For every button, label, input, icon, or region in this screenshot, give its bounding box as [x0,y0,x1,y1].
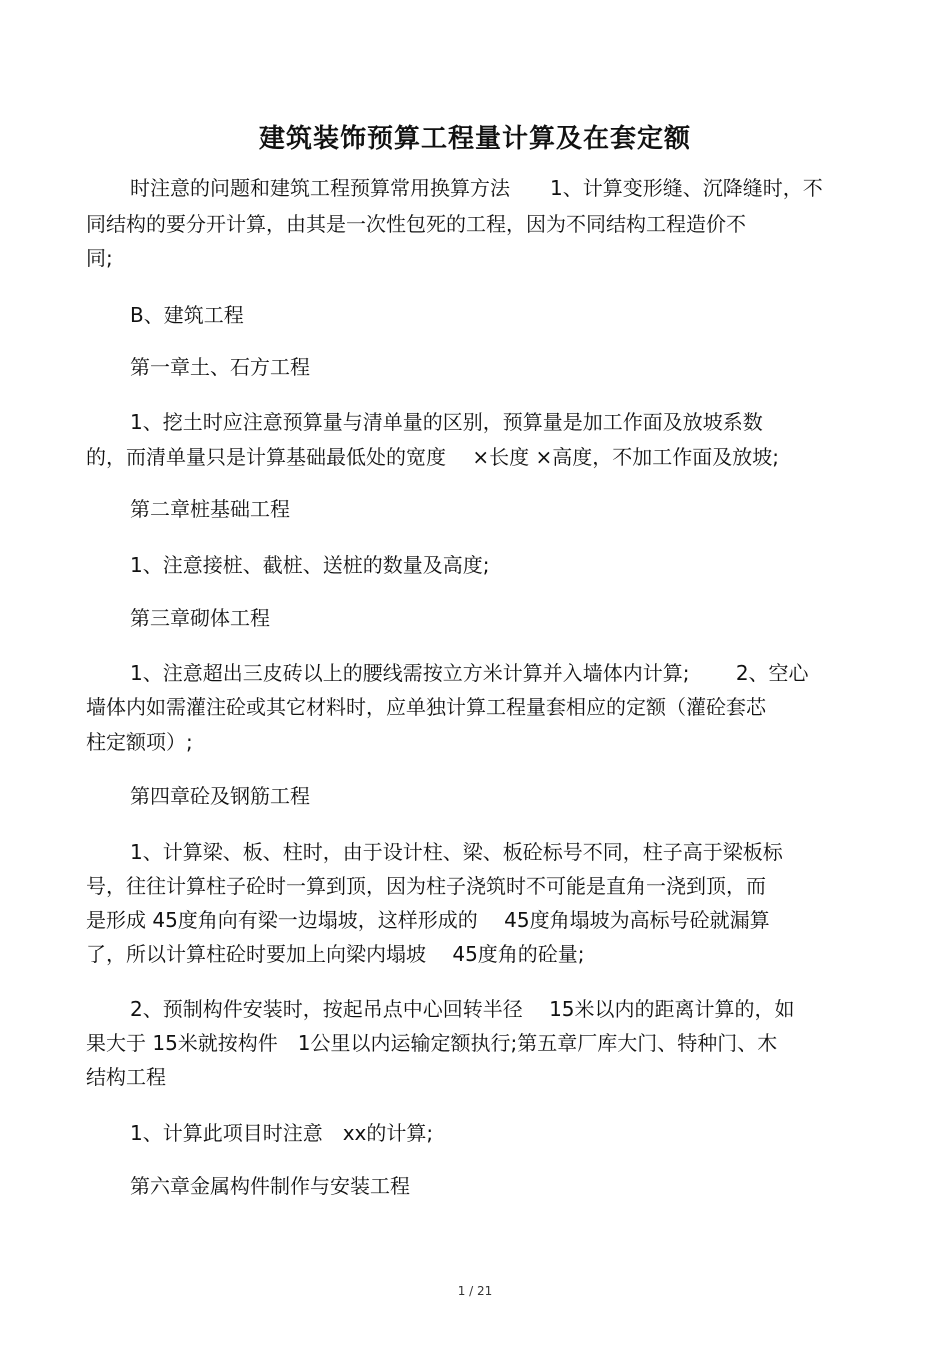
paragraph-line: 的，而清单量只是计算基础最低处的宽度 ×长度 ×高度，不加工作面及放坡; [86,445,779,469]
paragraph-line: 1、注意接桩、截桩、送桩的数量及高度; [130,553,490,577]
chapter-heading: 第四章砼及钢筋工程 [130,784,310,808]
paragraph-line: 结构工程 [86,1065,166,1089]
paragraph-line: 时注意的问题和建筑工程预算常用换算方法 1、计算变形缝、沉降缝时，不 [130,176,823,200]
section-heading: B、建筑工程 [130,303,244,327]
paragraph-line: 1、注意超出三皮砖以上的腰线需按立方米计算并入墙体内计算; 2、空心 [130,661,809,685]
page-number: 1 / 21 [457,1284,493,1298]
chapter-heading: 第一章土、石方工程 [130,355,310,379]
chapter-heading: 第六章金属构件制作与安装工程 [130,1174,410,1198]
paragraph-line: 号，往往计算柱子砼时一算到顶，因为柱子浇筑时不可能是直角一浇到顶，而 [86,874,766,898]
paragraph-line: 1、挖土时应注意预算量与清单量的区别，预算量是加工作面及放坡系数 [130,410,763,434]
paragraph-line: 同; [86,246,113,270]
paragraph-line: 1、计算梁、板、柱时，由于设计柱、梁、板砼标号不同，柱子高于梁板标 [130,840,783,864]
paragraph-line: 同结构的要分开计算，由其是一次性包死的工程，因为不同结构工程造价不 [86,212,746,236]
paragraph-line: 果大于 15米就按构件 1公里以内运输定额执行;第五章厂库大门、特种门、木 [86,1031,778,1055]
chapter-heading: 第二章桩基础工程 [130,497,290,521]
chapter-heading: 第三章砌体工程 [130,606,270,630]
paragraph-line: 1、计算此项目时注意 xx的计算; [130,1121,434,1145]
paragraph-line: 2、预制构件安装时，按起吊点中心回转半径 15米以内的距离计算的，如 [130,997,795,1021]
paragraph-line: 墙体内如需灌注砼或其它材料时，应单独计算工程量套相应的定额（灌砼套芯 [86,695,766,719]
paragraph-line: 是形成 45度角向有梁一边塌坡，这样形成的 45度角塌坡为高标号砼就漏算 [86,908,770,932]
page-title: 建筑装饰预算工程量计算及在套定额 [258,124,691,154]
paragraph-line: 了，所以计算柱砼时要加上向梁内塌坡 45度角的砼量; [86,942,585,966]
paragraph-line: 柱定额项）; [86,730,193,754]
